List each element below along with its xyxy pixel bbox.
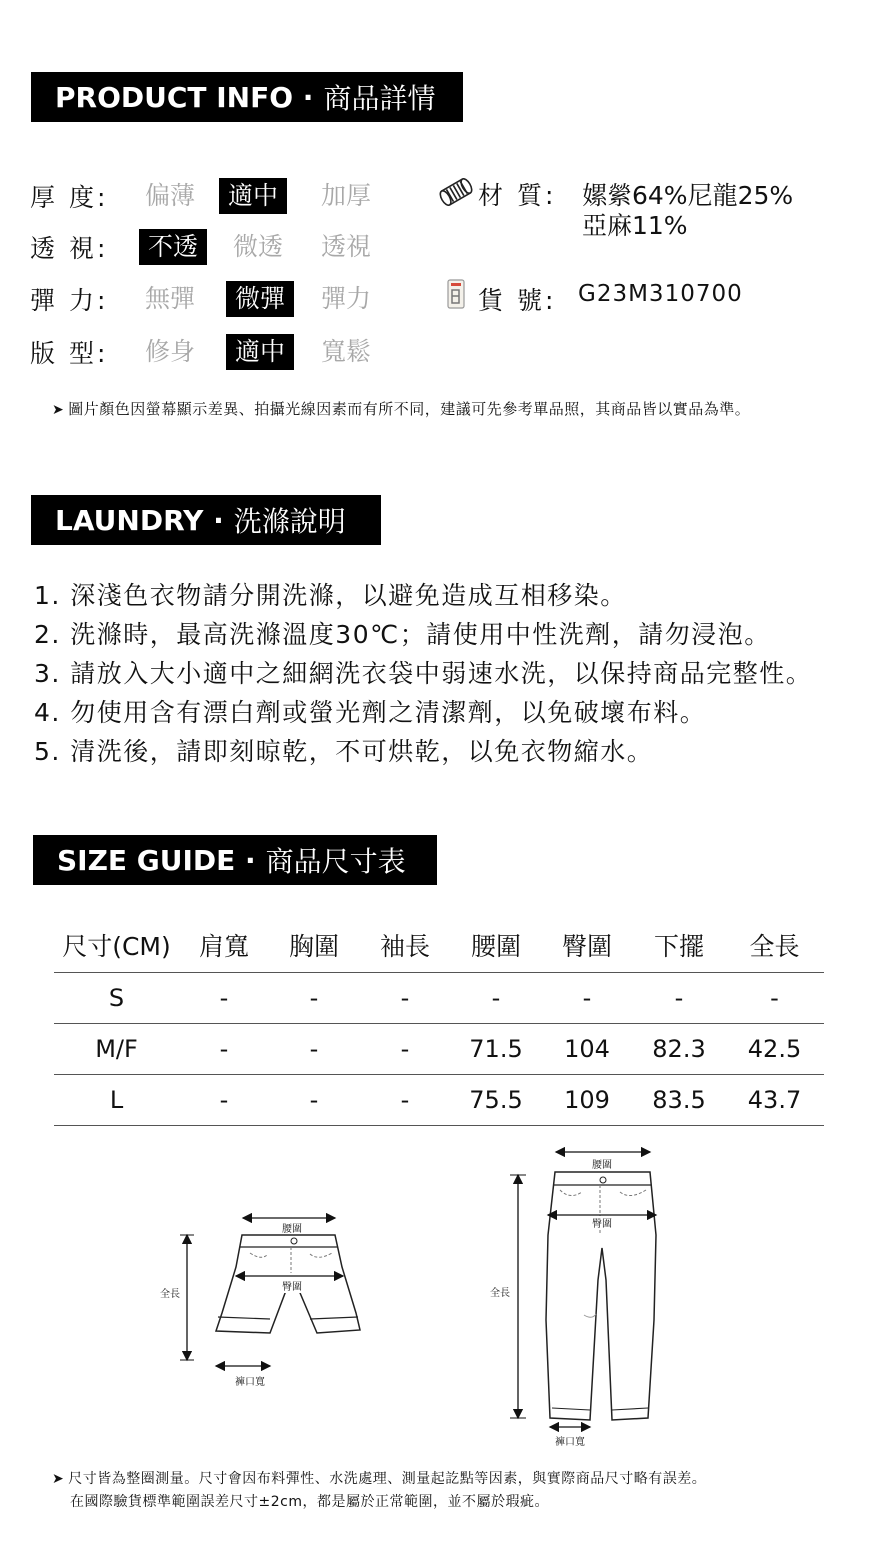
product-info-title-zh: 商品詳情 bbox=[323, 82, 436, 115]
attribute-label: 透 視: bbox=[30, 234, 109, 263]
attribute-option: 無彈 bbox=[145, 284, 196, 313]
attribute-row-elasticity bbox=[30, 281, 450, 317]
arrow-right-icon: ➤ bbox=[52, 1471, 65, 1487]
size-guide-title-en: SIZE GUIDE · bbox=[57, 843, 256, 877]
laundry-item: 2. 洗滌時，最高洗滌溫度30℃；請使用中性洗劑，請勿浸泡。 bbox=[34, 620, 771, 649]
column-header: 胸圍 bbox=[269, 918, 359, 972]
table-cell: - bbox=[359, 1023, 451, 1074]
table-cell: - bbox=[179, 1074, 269, 1125]
table-cell: - bbox=[269, 1074, 359, 1125]
table-cell: 71.5 bbox=[451, 1023, 541, 1074]
column-header: 肩寬 bbox=[179, 918, 269, 972]
attribute-option: 寬鬆 bbox=[321, 337, 372, 366]
attribute-row-fit bbox=[30, 334, 450, 370]
table-cell: - bbox=[179, 972, 269, 1023]
table-cell: - bbox=[541, 972, 633, 1023]
attribute-label: 彈 力: bbox=[30, 286, 109, 315]
material-value-line2: 亞麻11% bbox=[582, 211, 688, 240]
table-cell: - bbox=[359, 1074, 451, 1125]
waist-label: 腰圍 bbox=[592, 1160, 612, 1171]
laundry-title-en: LAUNDRY · bbox=[55, 503, 224, 537]
product-info-title-en: PRODUCT INFO · bbox=[55, 80, 314, 114]
sku-value: G23M310700 bbox=[578, 281, 743, 307]
attribute-option: 微透 bbox=[233, 232, 284, 261]
hip-label: 臀圍 bbox=[282, 1282, 302, 1293]
table-cell: 109 bbox=[541, 1074, 633, 1125]
column-header: 全長 bbox=[725, 918, 824, 972]
table-cell: 42.5 bbox=[725, 1023, 824, 1074]
table-cell: 43.7 bbox=[725, 1074, 824, 1125]
product-info-note-text: 圖片顏色因螢幕顯示差異、拍攝光線因素而有所不同，建議可先參考單品照，其商品皆以實品為準。 bbox=[68, 400, 751, 418]
laundry-item: 3. 請放入大小適中之細網洗衣袋中弱速水洗，以保持商品完整性。 bbox=[34, 659, 813, 688]
size-table bbox=[54, 918, 824, 1126]
product-info-header bbox=[31, 72, 463, 122]
attribute-option-selected: 不透 bbox=[139, 229, 207, 265]
column-header: 腰圍 bbox=[451, 918, 541, 972]
table-cell: M/F bbox=[54, 1023, 179, 1074]
table-cell: - bbox=[725, 972, 824, 1023]
table-cell: - bbox=[269, 1023, 359, 1074]
table-cell: 82.3 bbox=[633, 1023, 725, 1074]
attribute-label: 厚 度: bbox=[30, 183, 109, 212]
sku-label: 貨 號: bbox=[478, 286, 557, 315]
attribute-option-selected: 微彈 bbox=[226, 281, 294, 317]
tag-icon bbox=[446, 278, 468, 310]
table-row bbox=[54, 1023, 824, 1074]
table-cell: L bbox=[54, 1074, 179, 1125]
length-label: 全長 bbox=[160, 1289, 180, 1300]
material-label: 材 質: bbox=[478, 181, 557, 210]
size-guide-header bbox=[33, 835, 437, 885]
attribute-option: 修身 bbox=[145, 337, 196, 366]
yarn-icon bbox=[438, 178, 474, 206]
table-cell: 104 bbox=[541, 1023, 633, 1074]
attribute-label: 版 型: bbox=[30, 339, 109, 368]
hem-label: 褲口寬 bbox=[235, 1377, 265, 1388]
table-row bbox=[54, 1074, 824, 1125]
column-header: 尺寸(CM) bbox=[54, 918, 179, 972]
material-value-line1: 嫘縈64%尼龍25% bbox=[582, 181, 794, 210]
attribute-option: 加厚 bbox=[321, 181, 372, 210]
table-cell: 75.5 bbox=[451, 1074, 541, 1125]
table-cell: - bbox=[179, 1023, 269, 1074]
attribute-option: 透視 bbox=[321, 232, 372, 261]
waist-label: 腰圍 bbox=[282, 1224, 302, 1235]
product-info-note bbox=[52, 398, 750, 419]
column-header: 下擺 bbox=[633, 918, 725, 972]
table-cell: - bbox=[359, 972, 451, 1023]
size-table-header-row bbox=[54, 918, 824, 972]
pants-diagram bbox=[470, 1140, 700, 1460]
arrow-right-icon: ➤ bbox=[52, 402, 65, 418]
shorts-diagram bbox=[150, 1205, 380, 1395]
size-guide-note-text1: 尺寸皆為整圈測量。尺寸會因布料彈性、水洗處理、測量起訖點等因素，與實際商品尺寸略有誤差。 bbox=[68, 1471, 707, 1487]
table-cell: S bbox=[54, 972, 179, 1023]
attribute-option-selected: 適中 bbox=[226, 334, 294, 370]
laundry-item: 1. 深淺色衣物請分開洗滌，以避免造成互相移染。 bbox=[34, 581, 627, 610]
table-cell: - bbox=[269, 972, 359, 1023]
table-row bbox=[54, 972, 824, 1023]
attribute-option: 彈力 bbox=[321, 284, 372, 313]
hem-label: 褲口寬 bbox=[555, 1437, 585, 1448]
table-cell: - bbox=[633, 972, 725, 1023]
size-guide-note-line1 bbox=[52, 1468, 706, 1488]
attribute-option-selected: 適中 bbox=[219, 178, 287, 214]
hip-label: 臀圍 bbox=[592, 1219, 612, 1230]
column-header: 臀圍 bbox=[541, 918, 633, 972]
laundry-item: 5. 清洗後，請即刻晾乾，不可烘乾，以免衣物縮水。 bbox=[34, 737, 654, 766]
size-guide-title-zh: 商品尺寸表 bbox=[265, 845, 406, 878]
laundry-header bbox=[31, 495, 381, 545]
table-cell: 83.5 bbox=[633, 1074, 725, 1125]
length-label: 全長 bbox=[490, 1288, 510, 1299]
laundry-item: 4. 勿使用含有漂白劑或螢光劑之清潔劑，以免破壞布料。 bbox=[34, 698, 707, 727]
attribute-row-thickness bbox=[30, 178, 450, 214]
size-guide-note-line2: 在國際驗貨標準範圍誤差尺寸±2cm，都是屬於正常範圍，並不屬於瑕疵。 bbox=[70, 1494, 549, 1510]
laundry-title-zh: 洗滌說明 bbox=[233, 505, 346, 538]
attribute-option: 偏薄 bbox=[145, 181, 196, 210]
attribute-row-transparency bbox=[30, 229, 450, 265]
column-header: 袖長 bbox=[359, 918, 451, 972]
table-cell: - bbox=[451, 972, 541, 1023]
